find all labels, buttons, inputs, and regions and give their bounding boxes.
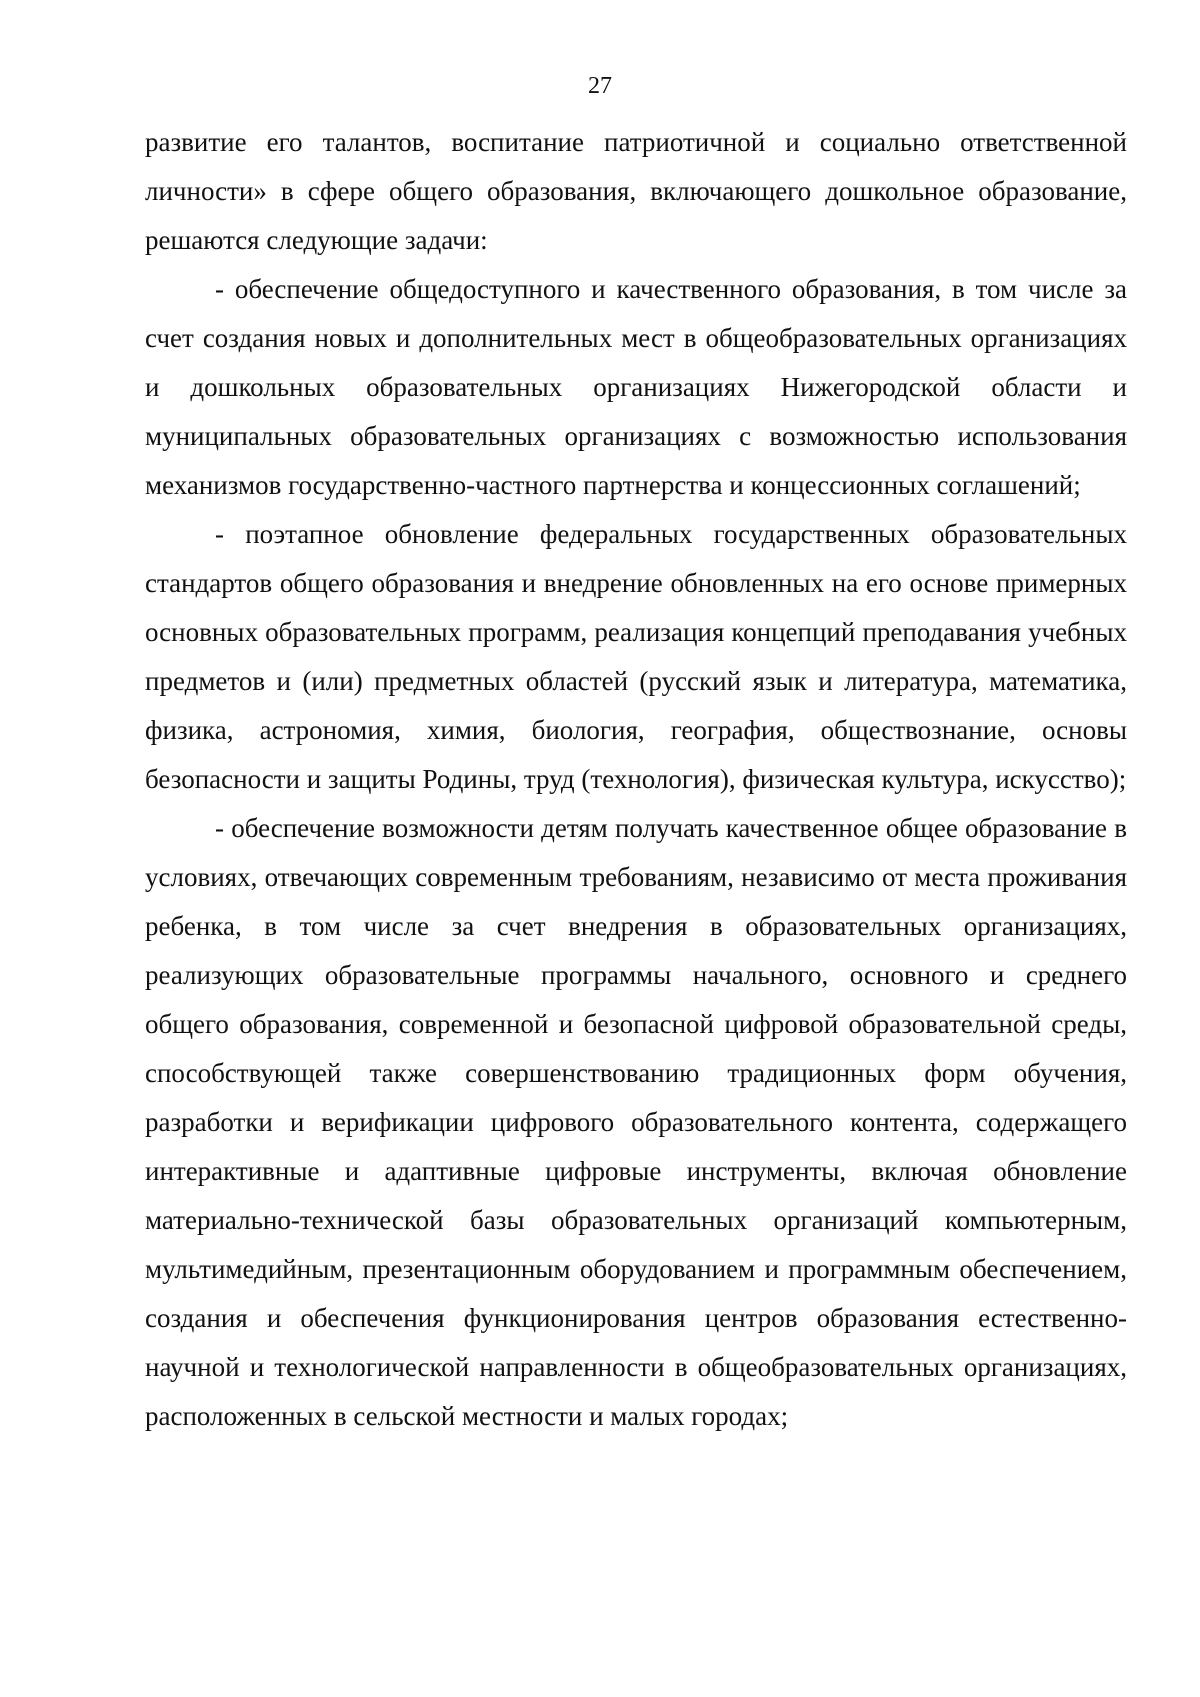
paragraph-list-item: - обеспечение возможности детям получать качественное общее образование в условиях, отвечающих современным требованиям, независимо от места проживания ребенка, в том числе за счет внедрения в образовательных организациях, реализующих образовательные программы начального, основного и среднего общего образования, современной и безопасной цифровой образовательной среды, способствующей также совершенствованию традиционных форм обучения, разработки и верификации цифрового образовательного контента, содержащего интерактивные и адаптивные цифровые инструменты, включая обновление материально-технической базы образовательных организаций компьютерным, мультимедийным, презентационным оборудованием и программным обеспечением, создания и обеспечения функционирования центров образования естественно-научной и технологической направленности в общеобразовательных организациях, расположенных в сельской местности и малых городах; — [145, 813, 1127, 1431]
page-number: 27 — [588, 73, 612, 99]
paragraph-continuation: развитие его талантов, воспитание патриотичной и социально ответственной личности» в сфере общего образования, включающего дошкольное образование, решаются следующие задачи: — [145, 127, 1127, 255]
paragraph-list-item: - поэтапное обновление федеральных государственных образовательных стандартов общего образования и внедрение обновленных на его основе примерных основных образовательных программ, реализация концепций преподавания учебных предметов и (или) предметных областей (русский язык и литература, математика, физика, астрономия, химия, биология, география, обществознание, основы безопасности и защиты Родины, труд (технология), физическая культура, искусство); — [145, 519, 1127, 794]
document-body — [145, 118, 1127, 1441]
paragraph-list-item: - обеспечение общедоступного и качественного образования, в том числе за счет создания новых и дополнительных мест в общеобразовательных организациях и дошкольных образовательных организациях Нижегородской области и муниципальных образовательных организациях с возможностью использования механизмов государственно-частного партнерства и концессионных соглашений; — [145, 274, 1127, 500]
